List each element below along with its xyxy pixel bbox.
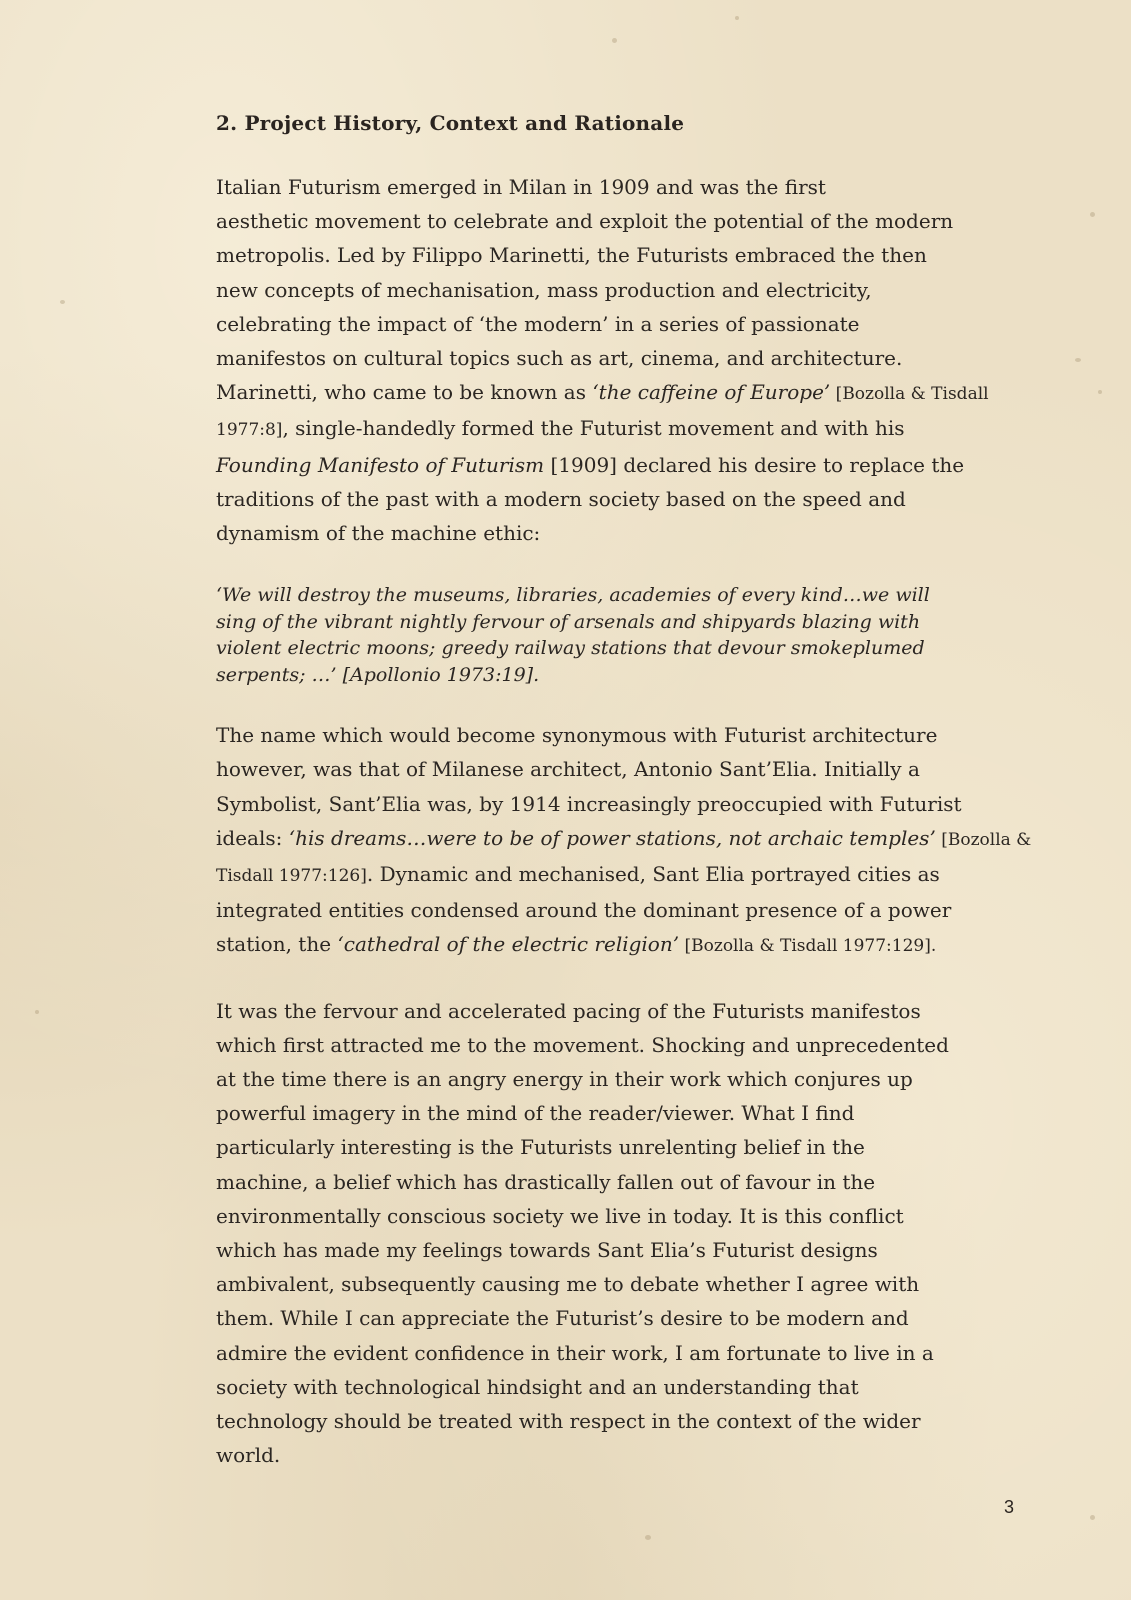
- text-run: [1909] declared his desire to replace the: [544, 452, 965, 477]
- paragraph-gap: [216, 964, 986, 994]
- text-line: new concepts of mechanisation, mass production and electricity,: [216, 277, 872, 302]
- text-run: ideals:: [216, 825, 289, 850]
- quote-line: sing of the vibrant nightly fervour of arsenals and shipyards blazing with: [216, 610, 921, 633]
- citation: [Bozolla & Tisdall 1977:129].: [679, 936, 937, 957]
- text-run: . Dynamic and mechanised, Sant Elia portrayed cities as: [366, 862, 940, 887]
- text-line: traditions of the past with a modern society based on the speed and: [216, 486, 906, 511]
- paper-speck: [612, 38, 617, 43]
- text-line: at the time there is an angry energy in their work which conjures up: [216, 1067, 913, 1092]
- paper-speck: [60, 300, 65, 304]
- text-line: particularly interesting is the Futurists unrelenting belief in the: [216, 1135, 865, 1160]
- text-run: station, the: [216, 932, 338, 957]
- text-line: admire the evident confidence in their work, I am fortunate to live in a: [216, 1340, 934, 1365]
- page-number: 3: [1004, 1497, 1015, 1517]
- text-line: Symbolist, Sant’Elia was, by 1914 increasingly preoccupied with Futurist: [216, 791, 962, 816]
- section-heading: 2. Project History, Context and Rationale: [216, 111, 685, 135]
- text-line: [216, 927, 986, 963]
- paper-speck: [35, 1010, 39, 1014]
- italic-quote: ‘the caffeine of Europe’: [592, 380, 831, 405]
- document-body: [216, 108, 1032, 1473]
- citation: Tisdall 1977:126]: [216, 866, 367, 887]
- quote-line: violent electric moons; greedy railway stations that devour smokeplumed: [216, 637, 925, 660]
- citation: [Bozolla & Tisdall: [830, 384, 989, 405]
- quote-line: ‘We will destroy the museums, libraries, academies of every kind…we will: [216, 584, 930, 607]
- text-line: [216, 375, 989, 411]
- paper-speck: [735, 16, 739, 20]
- italic-quote: ‘cathedral of the electric religion’: [337, 932, 680, 957]
- paragraph-santelia: [216, 718, 1032, 963]
- italic-quote: ‘his dreams…were to be of power stations, not archaic temples’: [288, 825, 936, 850]
- text-line: Italian Futurism emerged in Milan in 1909 and was the first: [216, 175, 826, 199]
- text-line: society with technological hindsight and an understanding that: [216, 1374, 859, 1399]
- paper-speck: [1098, 390, 1102, 394]
- text-line: machine, a belief which has drastically fallen out of favour in the: [216, 1169, 876, 1194]
- text-line: [216, 821, 1032, 857]
- text-line: celebrating the impact of ‘the modern’ in a series of passionate: [216, 311, 860, 336]
- text-line: aesthetic movement to celebrate and exploit the potential of the modern: [216, 209, 954, 234]
- text-line: world.: [216, 1443, 281, 1468]
- text-line: integrated entities condensed around the dominant presence of a power: [216, 898, 952, 923]
- paper-speck: [1090, 212, 1095, 217]
- text-line: however, was that of Milanese architect, Antonio Sant’Elia. Initially a: [216, 757, 920, 782]
- text-line: [216, 857, 986, 893]
- paragraph-personal-rationale: [216, 994, 986, 1473]
- quote-line: serpents; …’ [Apollonio 1973:19].: [216, 663, 540, 686]
- text-line: It was the fervour and accelerated pacing of the Futurists manifestos: [216, 998, 921, 1023]
- citation: [Bozolla &: [935, 829, 1032, 850]
- text-line: ambivalent, subsequently causing me to debate whether I agree with: [216, 1272, 920, 1297]
- text-line: [216, 448, 986, 482]
- text-line: manifestos on cultural topics such as art, cinema, and architecture.: [216, 346, 903, 371]
- text-line: [216, 411, 986, 447]
- block-quote-manifesto: [216, 582, 986, 688]
- text-line: dynamism of the machine ethic:: [216, 521, 541, 546]
- citation: 1977:8]: [216, 420, 283, 441]
- text-line: which has made my feelings towards Sant Elia’s Futurist designs: [216, 1238, 878, 1263]
- text-line: them. While I can appreciate the Futurist’s desire to be modern and: [216, 1306, 909, 1331]
- text-line: which first attracted me to the movement. Shocking and unprecedented: [216, 1032, 949, 1057]
- text-run: Marinetti, who came to be known as: [216, 380, 593, 405]
- text-line: The name which would become synonymous with Futurist architecture: [216, 723, 938, 748]
- text-line: powerful imagery in the mind of the reader/viewer. What I find: [216, 1101, 855, 1126]
- text-run: , single-handedly formed the Futurist movement and with his: [282, 416, 905, 441]
- paragraph-futurism-intro: [216, 170, 989, 550]
- paper-speck: [645, 1535, 651, 1540]
- paper-speck: [1075, 358, 1081, 362]
- italic-title: Founding Manifesto of Futurism: [216, 452, 545, 477]
- text-line: metropolis. Led by Filippo Marinetti, the Futurists embraced the then: [216, 243, 927, 268]
- paper-speck: [1090, 1515, 1095, 1520]
- text-line: environmentally conscious society we live in today. It is this conflict: [216, 1203, 904, 1228]
- text-line: technology should be treated with respect in the context of the wider: [216, 1409, 921, 1434]
